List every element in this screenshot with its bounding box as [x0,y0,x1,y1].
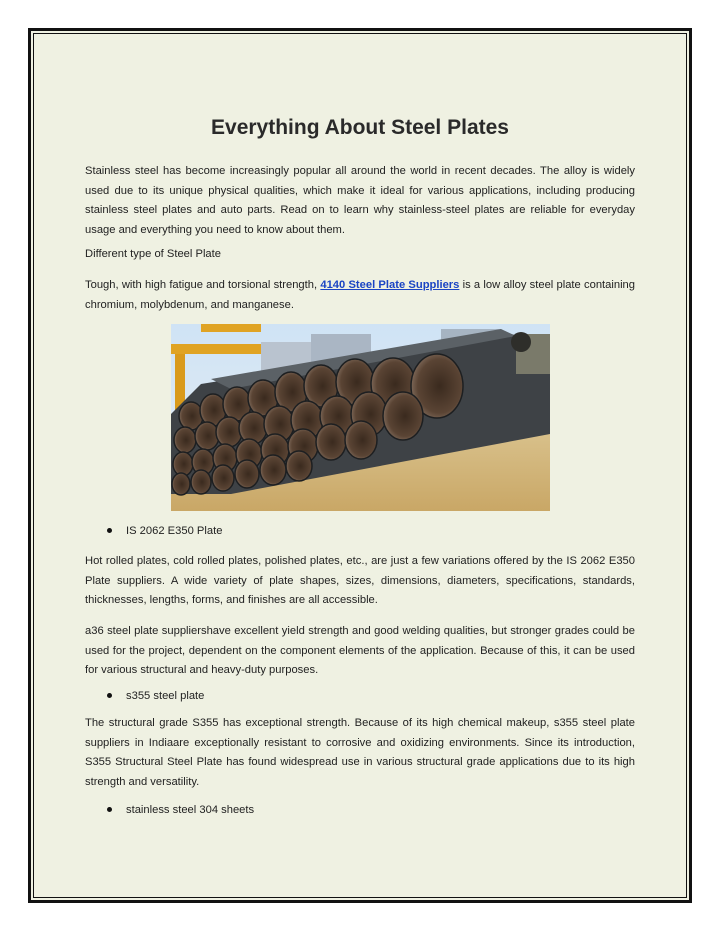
subheading-block [85,245,635,265]
bullet-s355-text: s355 steel plate [126,690,205,702]
intro-paragraph [85,162,635,240]
intro-text: Stainless steel has become increasingly popular all around the world in recent decades. The alloy is widely used due to its unique physical qualities, which make it ideal for various applications, including producing stainless steel plates and auto parts. Read on to learn why stainless-steel plates are reliable for everyday usage and everything you need to know about them. [85,165,635,236]
bullet-ss304-text: stainless steel 304 sheets [126,804,255,816]
paragraph-s355-text: The structural grade S355 has exceptional strength. Because of its high chemical makeup, s355 steel plate suppliers in Indiaare exceptionally resistant to corrosive and oxidizing environments. Since its introduction, S355 Structural Steel Plate has found widespread use in various structural grade applications due to its high strength and versatility. [85,717,635,788]
paragraph-is2062 [85,552,635,611]
bullet-s355 [107,690,204,702]
paragraph-4140-text [85,276,635,315]
paragraph-a36-text: a36 steel plate suppliershave excellent yield strength and good welding qualities, but stronger grades could be used for the project, dependent on the component elements of the application. Because of this, it can be used for various structural and heavy-duty purposes. [85,625,635,676]
paragraph-a36 [85,622,635,681]
steel-pipes-image [171,324,550,511]
bullet-is2062-text: IS 2062 E350 Plate [126,525,223,537]
page-title: Everything About Steel Plates [211,116,509,139]
bullet-dot-icon [107,693,112,698]
steel-pipes-photo [171,324,550,511]
4140-suppliers-link[interactable]: 4140 Steel Plate Suppliers [320,279,460,291]
bullet-dot-icon [107,807,112,812]
paragraph-s355 [85,714,635,792]
subheading: Different type of Steel Plate [85,248,221,260]
paragraph-is2062-text: Hot rolled plates, cold rolled plates, polished plates, etc., are just a few variations offered by the IS 2062 E350 Plate suppliers. A wide variety of plate shapes, sizes, dimensions, diameters, specifications, standards, thicknesses, lengths, forms, and finishes are all accessible. [85,555,635,606]
paragraph-4140 [85,276,635,315]
bullet-ss304 [107,804,254,816]
bullet-dot-icon [107,528,112,533]
para2-before: Tough, with high fatigue and torsional strength, [85,279,321,291]
para2-after: is a low alloy steel plate containing chromium, molybdenum, and manganese. [85,279,636,311]
bullet-is2062 [107,525,222,537]
